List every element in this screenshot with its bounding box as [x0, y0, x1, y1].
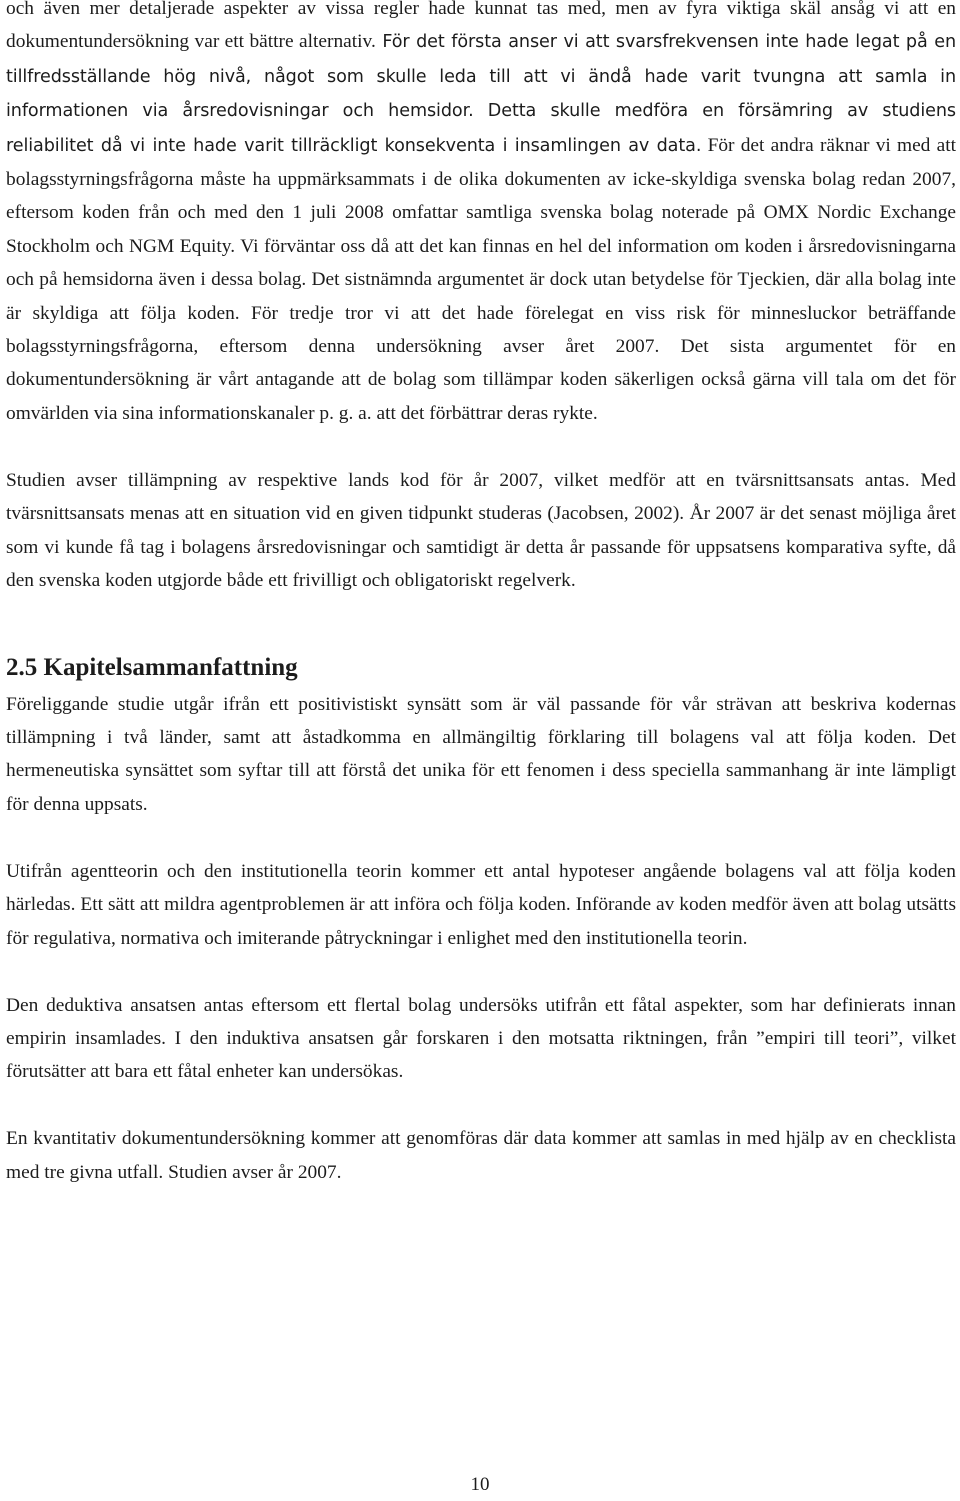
paragraph-synsatt: Föreliggande studie utgår ifrån ett positivistiskt synsätt som är väl passande för vår strävan att beskriva kodernas tillämpning i två länder, samt att åstadkomma en allmängiltig förklaring till bolagens val att följa koden. Det hermeneutiska synsättet som syftar till att förstå det unika för ett fenomen i dess speciella sammanhang är inte lämpligt för denna uppsats.: [6, 693, 956, 815]
paragraph-teorier: Utifrån agentteorin och den institutionella teorin kommer ett antal hypoteser angående bolagens val att följa koden härledas. Ett sätt att mildra agentproblemen är att införa och följa koden. Införande av koden medför även att bolag utsätts för regulativa, normativa och imiterande påtryckningar i enlighet med den institutionella teorin.: [6, 860, 956, 949]
section-heading: 2.5 Kapitelsammanfattning: [6, 653, 298, 681]
document-page: [6, 0, 956, 1189]
paragraph-segment-other-reasons: För det andra räknar vi med att bolagsstyrningsfrågorna måste ha uppmärksammats i de olika dokumenten av icke-skyldiga svenska bolag redan 2007, eftersom koden från och med den 1 juli 2008 omfattar samtliga svenska bolag noterade på OMX Nordic Exchange Stockholm och NGM Equity. Vi förväntar oss då att det kan finnas en hel del information om koden i årsredovisningarna och på hemsidorna även i dessa bolag. Det sistnämnda argumentet är dock utan betydelse för Tjeckien, där alla bolag inte är skyldiga att följa koden. För tredje tror vi att det hade förelegat en viss risk för minnesluckor beträffande bolagsstyrningsfrågorna, eftersom denna undersökning avser året 2007. Det sista argumentet för en dokumentundersökning är vårt antagande att de bolag som tillämpar koden säkerligen också gärna vill tala om det för omvärlden via sina informationskanaler p. g. a. att det förbättrar deras rykte.: [6, 134, 956, 424]
paragraph-tvarsnittsansats: Studien avser tillämpning av respektive lands kod för år 2007, vilket medför att en tvärsnittsansats antas. Med tvärsnittsansats menas att en situation vid en given tidpunkt studeras (Jacobsen, 2002). År 2007 är det senast möjliga året som vi kunde få tag i bolagens årsredovisningar och samtidigt är detta år passande för uppsatsens komparativa syfte, då den svenska koden utgjorde både ett frivilligt och obligatoriskt regelverk.: [6, 469, 956, 592]
paragraph-segment-intro: och även mer detaljerade aspekter av vissa regler hade kunnat tas med, men av fyra viktiga skäl ansåg vi att en dokumentundersökning var ett bättre alternativ.: [6, 0, 956, 53]
paragraph-segment-first-reason: För det första anser vi att svarsfrekvensen inte hade legat på en tillfredsställande hög nivå, något som skulle leda till att vi ändå hade varit tvungna att samla in informationen via årsredovisningar och hemsidor. Detta skulle medföra en försämring av studiens reliabilitet då vi inte hade varit tillräckligt konsekventa i insamlingen av data.: [6, 32, 956, 156]
paragraph-dokumentundersokning: [6, 0, 956, 430]
paragraph-metod: En kvantitativ dokumentundersökning kommer att genomföras där data kommer att samlas in med hjälp av en checklista med tre givna utfall. Studien avser år 2007.: [6, 1128, 956, 1183]
paragraph-ansats: Den deduktiva ansatsen antas eftersom ett flertal bolag undersöks utifrån ett fåtal aspekter, som har definierats innan empirin insamlades. I den induktiva ansatsen går forskaren i den motsatta riktningen, från ”empiri till teori”, vilket förutsätter att bara ett fåtal enheter kan undersökas.: [6, 994, 956, 1083]
page-number: 10: [470, 1474, 490, 1495]
